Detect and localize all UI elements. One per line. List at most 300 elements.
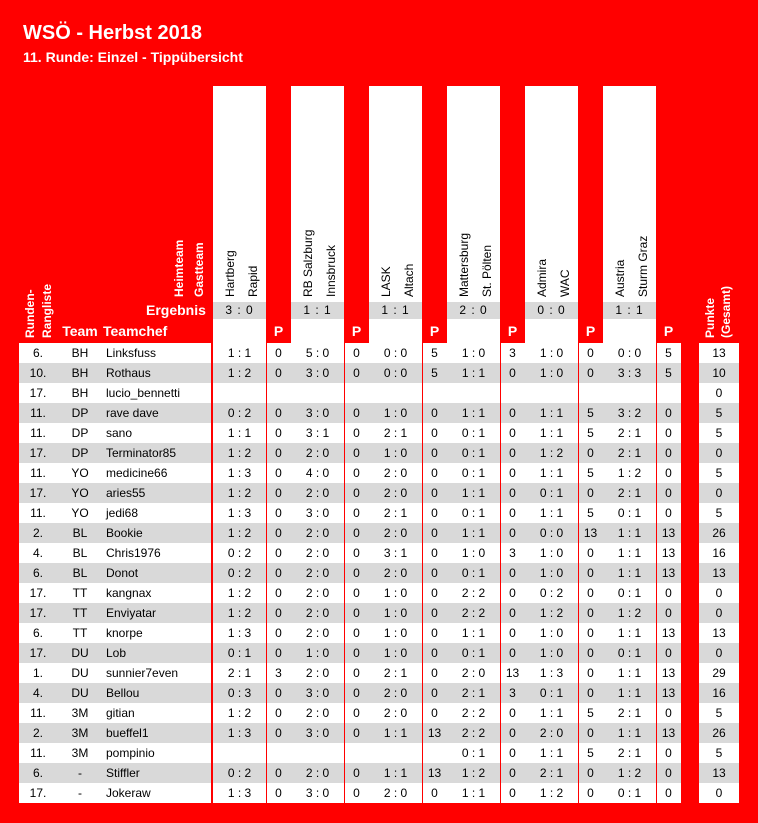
tipp-cell: 3 : 1 xyxy=(291,423,344,443)
teamchef-cell: Jokeraw xyxy=(103,783,211,803)
points-cell: 0 xyxy=(266,543,291,563)
tipp-cell: 0 : 1 xyxy=(603,783,656,803)
points-cell: 0 xyxy=(422,683,447,703)
cell-separator xyxy=(578,723,579,743)
points-cell: 0 xyxy=(422,663,447,683)
teamchef-cell: Terminator85 xyxy=(103,443,211,463)
tipp-cell: 1 : 1 xyxy=(603,523,656,543)
cell-separator xyxy=(266,343,267,363)
tipp-cell: 1 : 0 xyxy=(369,443,422,463)
points-cell: 0 xyxy=(344,583,369,603)
tipp-cell: 0 : 2 xyxy=(213,403,266,423)
points-cell: 13 xyxy=(656,523,681,543)
points-cell: 5 xyxy=(578,403,603,423)
away-team-name: Sturm Graz xyxy=(636,235,650,297)
rank-cell: 6. xyxy=(19,563,57,583)
tipp-cell: 2 : 0 xyxy=(369,703,422,723)
table-row xyxy=(0,343,758,363)
points-cell: 0 xyxy=(578,783,603,803)
tipp-cell: 1 : 2 xyxy=(447,763,500,783)
points-cell: 0 xyxy=(578,723,603,743)
table-row xyxy=(0,363,758,383)
points-cell: 0 xyxy=(344,343,369,363)
tipp-cell: 0 : 1 xyxy=(213,643,266,663)
tipp-cell: 1 : 1 xyxy=(447,403,500,423)
tipp-header: Tipp 2 xyxy=(297,323,338,339)
cell-separator xyxy=(422,443,423,463)
cell-separator xyxy=(500,463,501,483)
points-cell: 0 xyxy=(266,723,291,743)
points-cell: 0 xyxy=(656,463,681,483)
tipp-cell: 2 : 0 xyxy=(447,663,500,683)
tipp-cell: 1 : 0 xyxy=(525,343,578,363)
table-row xyxy=(0,463,758,483)
teamchef-cell: jedi68 xyxy=(103,503,211,523)
tipp-cell: 3 : 1 xyxy=(369,543,422,563)
points-cell: 13 xyxy=(656,563,681,583)
cell-separator xyxy=(344,503,345,523)
cell-separator xyxy=(656,583,657,603)
tipp-cell: 1 : 3 xyxy=(213,463,266,483)
cell-separator xyxy=(266,463,267,483)
total-cell: 0 xyxy=(699,383,739,403)
tipp-cell: 1 : 1 xyxy=(447,483,500,503)
points-cell: 13 xyxy=(656,663,681,683)
cell-separator xyxy=(344,663,345,683)
points-cell: 0 xyxy=(500,623,525,643)
cell-separator xyxy=(500,583,501,603)
cell-separator xyxy=(422,683,423,703)
tipp-cell: 3 : 2 xyxy=(603,403,656,423)
points-cell: 0 xyxy=(422,603,447,623)
points-cell: 0 xyxy=(500,723,525,743)
tipp-cell: 2 : 0 xyxy=(291,543,344,563)
tipp-cell: 1 : 1 xyxy=(369,763,422,783)
tipp-cell: 0 : 0 xyxy=(369,363,422,383)
points-cell: 0 xyxy=(500,603,525,623)
tipp-cell: 2 : 0 xyxy=(291,623,344,643)
cell-separator xyxy=(500,663,501,683)
tipp-cell: 2 : 2 xyxy=(447,603,500,623)
cell-separator xyxy=(422,483,423,503)
tipp-cell: 2 : 0 xyxy=(291,523,344,543)
points-cell xyxy=(266,743,291,763)
table-row xyxy=(0,483,758,503)
table-row xyxy=(0,563,758,583)
tipp-cell: 0 : 1 xyxy=(447,643,500,663)
points-cell: 0 xyxy=(344,503,369,523)
tipp-cell: 1 : 2 xyxy=(213,483,266,503)
tipp-cell: 3 : 3 xyxy=(603,363,656,383)
tipp-cell: 1 : 0 xyxy=(369,403,422,423)
total-cell: 5 xyxy=(699,703,739,723)
cell-separator xyxy=(344,383,345,403)
points-cell: 0 xyxy=(500,503,525,523)
points-cell: 0 xyxy=(656,403,681,423)
cell-separator xyxy=(422,703,423,723)
teamchef-cell: Donot xyxy=(103,563,211,583)
tipp-cell: 2 : 0 xyxy=(291,483,344,503)
points-header: P xyxy=(663,323,674,339)
tipp-cell: 2 : 1 xyxy=(213,663,266,683)
table-row xyxy=(0,583,758,603)
cell-separator xyxy=(266,383,267,403)
tipp-cell: 1 : 1 xyxy=(603,623,656,643)
rank-cell: 11. xyxy=(19,703,57,723)
tipp-cell: 1 : 1 xyxy=(603,663,656,683)
cell-separator xyxy=(578,503,579,523)
cell-separator xyxy=(422,663,423,683)
teamchef-cell: lucio_bennetti xyxy=(103,383,211,403)
ergebnis-label: Ergebnis xyxy=(146,302,206,318)
cell-separator xyxy=(656,783,657,803)
points-cell: 0 xyxy=(656,703,681,723)
tipp-cell: 1 : 0 xyxy=(525,543,578,563)
points-cell: 0 xyxy=(656,483,681,503)
tipp-cell: 0 : 1 xyxy=(447,503,500,523)
teamchef-cell: Chris1976 xyxy=(103,543,211,563)
cell-separator xyxy=(344,483,345,503)
tipp-cell: 1 : 0 xyxy=(369,643,422,663)
cell-separator xyxy=(266,563,267,583)
cell-separator xyxy=(656,723,657,743)
points-cell: 0 xyxy=(656,443,681,463)
cell-separator xyxy=(578,443,579,463)
rank-cell: 6. xyxy=(19,623,57,643)
sheet-title: WSÖ - Herbst 2018 xyxy=(23,22,202,44)
points-cell: 0 xyxy=(422,423,447,443)
cell-separator xyxy=(500,443,501,463)
cell-separator xyxy=(422,763,423,783)
cell-separator xyxy=(656,603,657,623)
teamchef-cell: Rothaus xyxy=(103,363,211,383)
cell-separator xyxy=(578,603,579,623)
cell-separator xyxy=(422,403,423,423)
tipp-cell xyxy=(291,383,344,403)
points-cell: 0 xyxy=(344,443,369,463)
tipp-cell: 4 : 0 xyxy=(291,463,344,483)
points-cell: 0 xyxy=(344,643,369,663)
tipp-cell: 1 : 1 xyxy=(447,523,500,543)
tipp-cell: 1 : 0 xyxy=(525,563,578,583)
cell-separator xyxy=(656,683,657,703)
tipp-cell: 1 : 2 xyxy=(525,443,578,463)
cell-separator xyxy=(344,343,345,363)
points-cell xyxy=(578,383,603,403)
points-cell: 0 xyxy=(578,563,603,583)
table-row xyxy=(0,663,758,683)
match-result: 2 : 0 xyxy=(447,302,500,319)
cell-separator xyxy=(500,563,501,583)
tipp-cell: 1 : 3 xyxy=(213,623,266,643)
team-cell: YO xyxy=(57,503,103,523)
team-cell: TT xyxy=(57,583,103,603)
points-cell: 0 xyxy=(656,763,681,783)
tipp-cell: 2 : 0 xyxy=(291,763,344,783)
cell-separator xyxy=(266,603,267,623)
tipp-cell: 1 : 1 xyxy=(525,403,578,423)
teamchef-cell: Stiffler xyxy=(103,763,211,783)
total-cell: 26 xyxy=(699,523,739,543)
points-cell: 0 xyxy=(656,503,681,523)
tipp-cell: 0 : 1 xyxy=(525,483,578,503)
rank-cell: 4. xyxy=(19,543,57,563)
tipp-cell: 2 : 1 xyxy=(603,743,656,763)
tipp-cell: 0 : 0 xyxy=(525,523,578,543)
points-cell: 0 xyxy=(266,763,291,783)
tipp-cell: 1 : 0 xyxy=(369,583,422,603)
tipp-cell: 3 : 0 xyxy=(291,683,344,703)
points-cell: 5 xyxy=(578,743,603,763)
table-row xyxy=(0,783,758,803)
rank-cell: 11. xyxy=(19,423,57,443)
cell-separator xyxy=(422,643,423,663)
points-cell: 0 xyxy=(422,543,447,563)
tipp-cell: 0 : 2 xyxy=(213,543,266,563)
cell-separator xyxy=(266,363,267,383)
total-cell: 13 xyxy=(699,343,739,363)
tipp-cell: 1 : 3 xyxy=(213,503,266,523)
points-cell: 0 xyxy=(656,743,681,763)
total-cell: 0 xyxy=(699,603,739,623)
tipp-cell: 1 : 2 xyxy=(603,463,656,483)
tipp-cell: 1 : 1 xyxy=(603,563,656,583)
tipp-cell: 0 : 0 xyxy=(603,343,656,363)
points-cell: 0 xyxy=(656,603,681,623)
tipp-cell: 2 : 0 xyxy=(369,523,422,543)
tipp-cell xyxy=(369,383,422,403)
tipp-cell xyxy=(447,383,500,403)
tipp-header: Tipp 5 xyxy=(531,323,572,339)
total-cell: 0 xyxy=(699,443,739,463)
points-header: P xyxy=(273,323,284,339)
rank-cell: 17. xyxy=(19,483,57,503)
tipp-cell: 1 : 1 xyxy=(525,423,578,443)
tipp-cell: 1 : 0 xyxy=(369,603,422,623)
home-team-name: Admira xyxy=(535,258,549,297)
tipp-cell: 3 : 0 xyxy=(291,503,344,523)
home-team-name: LASK xyxy=(379,266,393,297)
points-cell: 3 xyxy=(266,663,291,683)
cell-separator xyxy=(344,563,345,583)
points-cell: 0 xyxy=(500,583,525,603)
points-cell: 0 xyxy=(578,763,603,783)
tipp-cell: 1 : 2 xyxy=(603,603,656,623)
tipp-table xyxy=(0,343,758,803)
cell-separator xyxy=(344,763,345,783)
tipp-cell: 1 : 1 xyxy=(603,683,656,703)
points-cell xyxy=(344,383,369,403)
cell-separator xyxy=(422,503,423,523)
points-cell: 0 xyxy=(656,423,681,443)
teamchef-cell: Enviyatar xyxy=(103,603,211,623)
tipp-cell: 5 : 0 xyxy=(291,343,344,363)
table-row xyxy=(0,723,758,743)
tipp-cell: 2 : 1 xyxy=(603,703,656,723)
points-cell: 0 xyxy=(266,783,291,803)
points-cell xyxy=(422,383,447,403)
cell-separator xyxy=(344,543,345,563)
tipp-cell: 2 : 0 xyxy=(291,703,344,723)
points-cell: 0 xyxy=(500,443,525,463)
total-cell: 5 xyxy=(699,743,739,763)
points-cell: 0 xyxy=(422,523,447,543)
cell-separator xyxy=(578,483,579,503)
total-cell: 5 xyxy=(699,403,739,423)
cell-separator xyxy=(500,643,501,663)
points-cell: 0 xyxy=(266,503,291,523)
points-cell: 0 xyxy=(500,703,525,723)
teamchef-cell: medicine66 xyxy=(103,463,211,483)
points-cell xyxy=(344,743,369,763)
points-cell: 0 xyxy=(500,523,525,543)
points-cell: 0 xyxy=(344,763,369,783)
points-cell: 0 xyxy=(422,403,447,423)
tipp-cell: 2 : 0 xyxy=(369,783,422,803)
points-cell: 0 xyxy=(578,603,603,623)
table-row xyxy=(0,623,758,643)
table-row xyxy=(0,423,758,443)
tipp-header: Tipp 3 xyxy=(375,323,416,339)
cell-separator xyxy=(422,343,423,363)
cell-separator xyxy=(500,523,501,543)
points-cell: 5 xyxy=(656,363,681,383)
points-cell: 0 xyxy=(344,403,369,423)
points-cell: 0 xyxy=(266,703,291,723)
tipp-cell: 1 : 0 xyxy=(447,543,500,563)
match-result: 1 : 1 xyxy=(603,302,656,319)
teamchef-cell: knorpe xyxy=(103,623,211,643)
points-cell: 13 xyxy=(422,763,447,783)
cell-separator xyxy=(422,583,423,603)
tipp-cell: 3 : 0 xyxy=(291,783,344,803)
cell-separator xyxy=(422,783,423,803)
cell-separator xyxy=(656,563,657,583)
tipp-cell: 1 : 2 xyxy=(525,603,578,623)
points-cell: 0 xyxy=(422,783,447,803)
tipp-cell: 1 : 1 xyxy=(603,723,656,743)
cell-separator xyxy=(266,583,267,603)
sheet-subtitle: 11. Runde: Einzel - Tippübersicht xyxy=(23,49,243,65)
cell-separator xyxy=(656,343,657,363)
total-cell: 16 xyxy=(699,683,739,703)
points-cell: 0 xyxy=(656,583,681,603)
points-cell: 0 xyxy=(266,363,291,383)
tipp-header: Tipp 1 xyxy=(219,323,260,339)
points-cell: 0 xyxy=(500,423,525,443)
tipp-cell xyxy=(213,383,266,403)
tipp-cell xyxy=(525,383,578,403)
points-cell: 0 xyxy=(500,783,525,803)
tipp-cell: 0 : 1 xyxy=(447,423,500,443)
points-cell: 0 xyxy=(578,583,603,603)
tipp-cell: 1 : 0 xyxy=(291,643,344,663)
points-cell: 0 xyxy=(500,563,525,583)
total-cell: 0 xyxy=(699,783,739,803)
points-cell: 0 xyxy=(344,603,369,623)
cell-separator xyxy=(344,523,345,543)
points-header: P xyxy=(351,323,362,339)
points-cell: 0 xyxy=(266,643,291,663)
team-cell: 3M xyxy=(57,743,103,763)
points-cell: 0 xyxy=(266,603,291,623)
tipp-cell: 1 : 1 xyxy=(447,783,500,803)
cell-separator xyxy=(578,403,579,423)
tipp-cell xyxy=(291,743,344,763)
cell-separator xyxy=(578,543,579,563)
rank-cell: 2. xyxy=(19,523,57,543)
table-row xyxy=(0,603,758,623)
points-cell: 0 xyxy=(422,583,447,603)
teamchef-cell: rave dave xyxy=(103,403,211,423)
teamchef-cell: Bellou xyxy=(103,683,211,703)
cell-separator xyxy=(656,523,657,543)
points-cell: 0 xyxy=(266,583,291,603)
points-cell: 0 xyxy=(578,363,603,383)
runden-rangliste-label-1: Runden- xyxy=(23,289,37,338)
points-cell: 0 xyxy=(500,363,525,383)
team-cell: DU xyxy=(57,663,103,683)
tipp-cell: 0 : 1 xyxy=(603,643,656,663)
points-cell: 13 xyxy=(656,623,681,643)
points-cell xyxy=(266,383,291,403)
points-cell: 0 xyxy=(422,443,447,463)
points-cell: 13 xyxy=(656,543,681,563)
cell-separator xyxy=(422,523,423,543)
tipp-cell: 2 : 0 xyxy=(525,723,578,743)
tipp-cell: 2 : 2 xyxy=(447,723,500,743)
tipp-cell: 2 : 2 xyxy=(447,583,500,603)
cell-separator xyxy=(656,623,657,643)
points-cell xyxy=(656,383,681,403)
points-cell: 0 xyxy=(500,463,525,483)
cell-separator xyxy=(344,423,345,443)
cell-separator xyxy=(422,723,423,743)
rank-cell: 17. xyxy=(19,603,57,623)
tipp-cell: 1 : 2 xyxy=(213,583,266,603)
points-cell: 0 xyxy=(344,703,369,723)
cell-separator xyxy=(656,743,657,763)
points-cell: 13 xyxy=(656,723,681,743)
points-cell: 0 xyxy=(266,683,291,703)
cell-separator xyxy=(344,583,345,603)
cell-separator xyxy=(500,703,501,723)
points-cell: 0 xyxy=(578,623,603,643)
match-result: 0 : 0 xyxy=(525,302,578,319)
tipp-cell: 2 : 0 xyxy=(369,563,422,583)
cell-separator xyxy=(266,643,267,663)
tipp-cell: 0 : 1 xyxy=(447,563,500,583)
tipp-cell: 2 : 1 xyxy=(603,443,656,463)
team-cell: DU xyxy=(57,643,103,663)
home-team-name: RB Salzburg xyxy=(301,229,315,297)
tipp-cell: 0 : 1 xyxy=(447,743,500,763)
points-cell: 0 xyxy=(344,683,369,703)
table-row xyxy=(0,523,758,543)
rank-cell: 11. xyxy=(19,503,57,523)
points-cell: 3 xyxy=(500,543,525,563)
team-cell: DP xyxy=(57,403,103,423)
tipp-cell: 1 : 1 xyxy=(603,543,656,563)
match-result: 1 : 1 xyxy=(291,302,344,319)
tipp-cell xyxy=(213,743,266,763)
rank-cell: 11. xyxy=(19,463,57,483)
tipp-cell: 1 : 0 xyxy=(369,623,422,643)
points-cell: 0 xyxy=(578,443,603,463)
points-cell: 0 xyxy=(500,643,525,663)
rank-cell: 17. xyxy=(19,783,57,803)
tipp-header: Tipp 6 xyxy=(609,323,650,339)
